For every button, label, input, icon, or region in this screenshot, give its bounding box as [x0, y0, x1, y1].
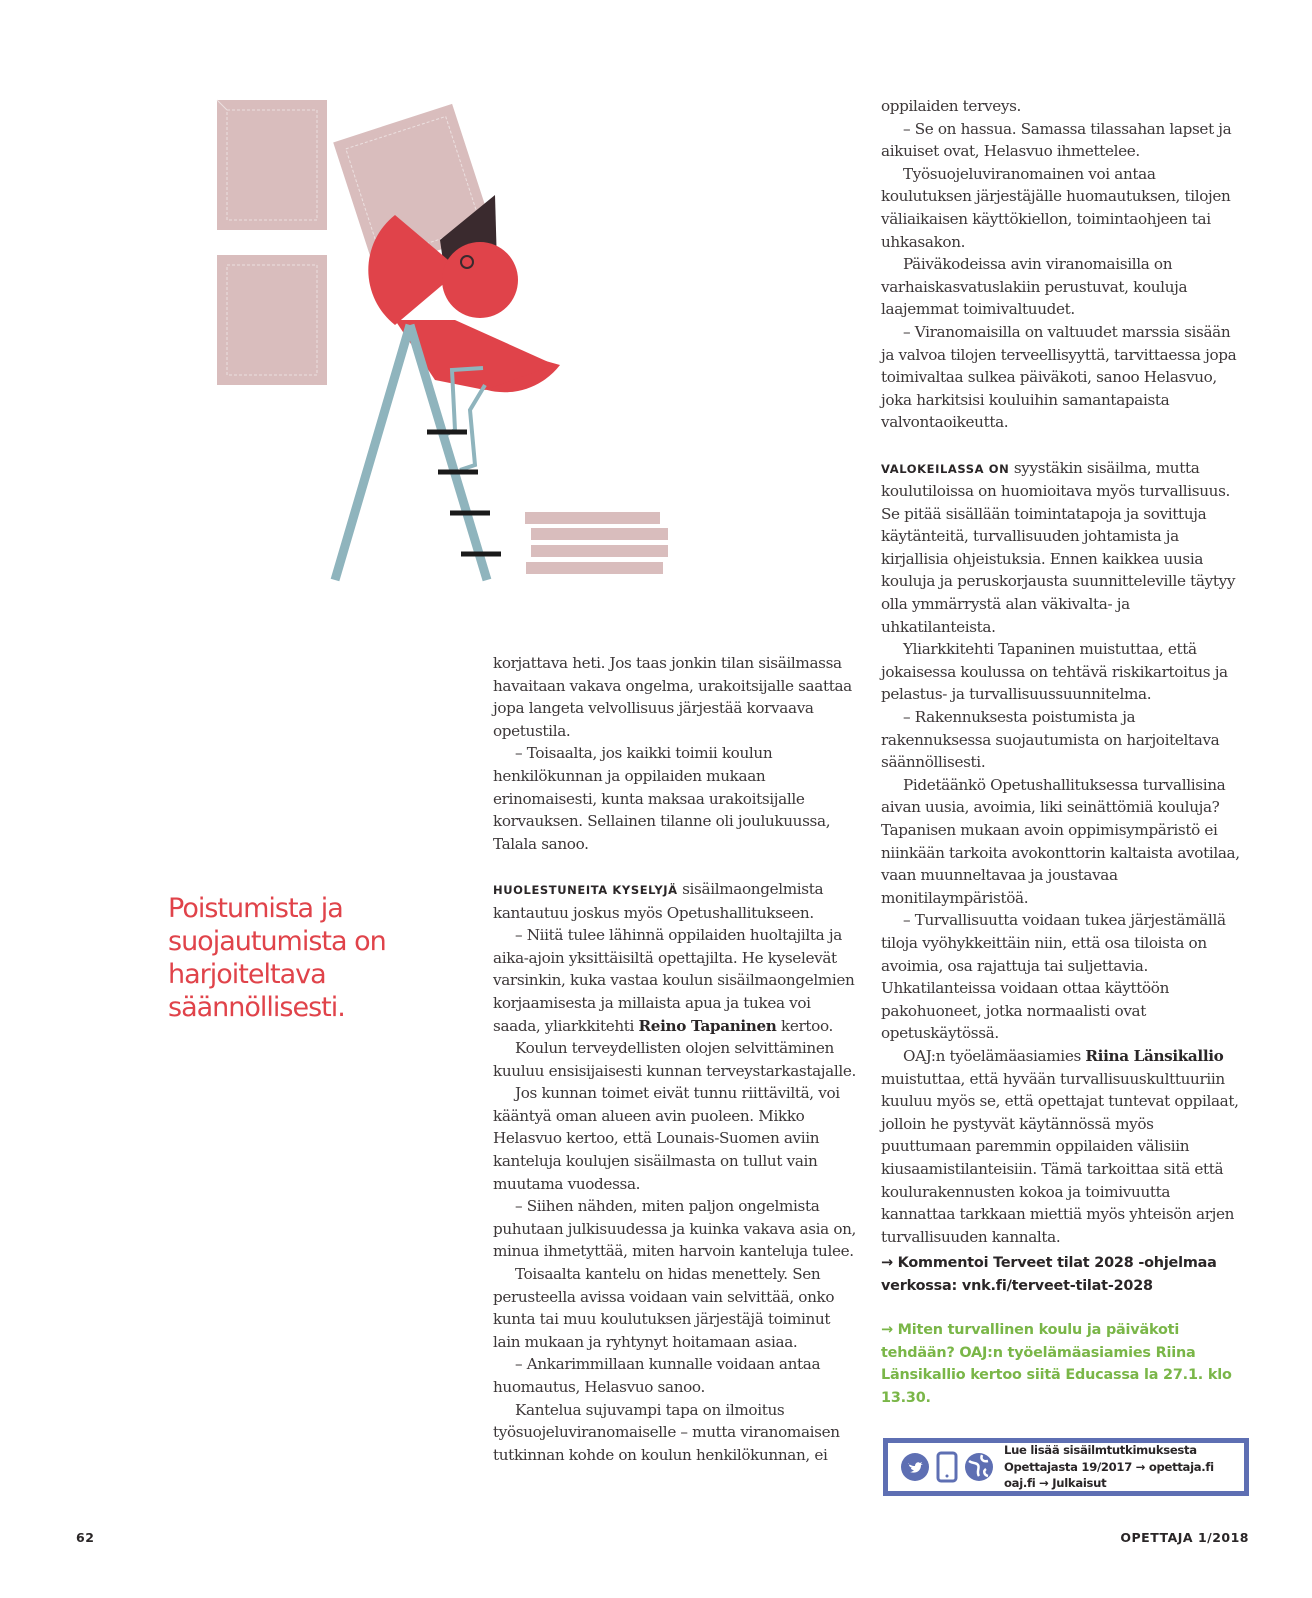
- section-lead-in: VALOKEILASSA ON: [881, 461, 1010, 476]
- paragraph: – Rakennuksesta poistumista ja rakennuksessa suojautumista on harjoiteltava säännöllisesti.: [881, 708, 1220, 772]
- paragraph: Koulun terveydellisten olojen selvittäminen kuuluu ensisijaisesti kunnan terveystarkastajalle.: [493, 1039, 856, 1080]
- paragraph-text: kertoo.: [776, 1016, 833, 1035]
- person-leg: [460, 385, 485, 470]
- paragraph: – Se on hassua. Samassa tilassahan lapset ja aikuiset ovat, Helasvuo ihmettelee.: [881, 119, 1232, 161]
- paragraph: – Viranomaisilla on valtuudet marssia sisään ja valvoa tilojen terveellisyyttä, tarvittaessa jopa toimivaltaa sulkea päiväkoti, sanoo Helasvuo, joka harkitsisi kouluihin samantapaista valvontaoikeutta.: [881, 322, 1237, 432]
- article-column-middle: [493, 652, 859, 1466]
- pull-quote: Poistumista ja suojautumista on harjoiteltava säännöllisesti.: [168, 893, 386, 1023]
- paragraph: Työsuojeluviranomainen voi antaa koulutuksen järjestäjälle huomautuksen, tilojen väliaikaisen käyttökiellon, toimintaohjeen tai uhkasakon.: [881, 164, 1231, 251]
- section-lead-in: HUOLESTUNEITA KYSELYJÄ: [493, 882, 678, 897]
- wood-planks: [525, 512, 668, 574]
- paragraph: Päiväkodeissa avin viranomaisilla on varhaiskasvatuslakiin perustuvat, kouluja laajemmat toimivaltuudet.: [881, 255, 1188, 319]
- event-link[interactable]: → Miten turvallinen koulu ja päiväkoti tehdään? OAJ:n työelämäasiamies Riina Länsikallio kertoo siitä Educassa la 27.1. klo 13.30.: [881, 1322, 1232, 1406]
- paragraph-text: – Niitä tulee lähinnä oppilaiden huoltajilta ja aika-ajoin yksittäisiltä opettajilta. He kyselevät varsinkin, kuka vastaa koulun sisäilmaongelmien korjaamisesta ja millaista apua ja tukea voi saada, yliarkkitehti: [493, 926, 855, 1035]
- person-head: [442, 242, 518, 318]
- paragraph: – Ankarimmillaan kunnalle voidaan antaa huomautus, Helasvuo sanoo.: [493, 1355, 821, 1396]
- tablet-icon: [936, 1451, 958, 1483]
- paragraph: Pidetäänkö Opetushallituksessa turvallisina aivan uusia, avoimia, liki seinättömiä kouluja? Tapanisen mukaan avoin oppimisympäristö ei niinkään tarkoita avokonttorin kaltaista avotilaa, vaan muunneltavaa ja joustavaa monitilaympäristöä.: [881, 775, 1240, 907]
- paragraph-text: sisäilmaongelmista kantautuu joskus myös Opetushallitukseen.: [493, 879, 824, 922]
- paragraph: [881, 1045, 1247, 1248]
- issue-label: OPETTAJA 1/2018: [1120, 1530, 1249, 1545]
- paragraph: – Turvallisuutta voidaan tukea järjestämällä tiloja vyöhykkeittäin niin, että osa tiloista on avoimia, osa rajattuja tai suljettavia. Uhkatilanteissa voidaan ottaa käyttöön pakohuoneet, jotka normaalisti ovat opetuskäytössä.: [881, 911, 1226, 1043]
- paragraph-text: OAJ:n työelämäasiamies: [903, 1046, 1086, 1065]
- article-column-right: [881, 95, 1247, 1248]
- paragraph: Yliarkkitehti Tapaninen muistuttaa, että jokaisessa koulussa on tehtävä riskikartoitus ja pelastus- ja turvallisuussuunnitelma.: [881, 640, 1228, 704]
- read-more-line[interactable]: Opettajasta 19/2017 → opettaja.fi: [1004, 1459, 1214, 1474]
- read-more-box: [883, 1438, 1249, 1496]
- twitter-icon: [900, 1452, 930, 1482]
- paragraph-text: muistuttaa, että hyvään turvallisuuskulttuuriin kuuluu myös se, että opettajat tuntevat oppilaat, jolloin he pystyvät käytännössä myös puuttumaan paremmin oppilaiden välisiin kiusaamistilanteisiin. Tämä tarkoittaa sitä että koulurakennusten kokoa ja toimivuutta kannattaa tarkkaan miettiä myös yhteisön arjen turvallisuuden kannalta.: [881, 1069, 1239, 1246]
- paragraph: oppilaiden terveys.: [881, 97, 1022, 115]
- person-on-ladder-illustration: [205, 90, 685, 630]
- globe-icon: [964, 1452, 994, 1482]
- comment-link[interactable]: → Kommentoi Terveet tilat 2028 -ohjelmaa verkossa: vnk.fi/terveet-tilat-2028: [881, 1255, 1217, 1294]
- paragraph: Kantelua sujuvampi tapa on ilmoitus työsuojeluviranomaiselle – mutta viranomaisen tutkinnan kohde on koulun henkilökunnan, ei: [493, 1400, 840, 1464]
- paragraph: [493, 924, 859, 1037]
- paragraph: – Toisaalta, jos kaikki toimii koulun henkilökunnan ja oppilaiden mukaan erinomaisesti, kunta maksaa urakoitsijalle korvauksen. Sellainen tilanne oli joulukuussa, Talala sanoo.: [493, 744, 831, 853]
- paragraph: – Siihen nähden, miten paljon ongelmista puhutaan julkisuudessa ja kuinka vakava asia on, minua ihmetyttää, miten harvoin kanteluja tulee.: [493, 1197, 857, 1261]
- paragraph: [881, 457, 1247, 639]
- paragraph: korjattava heti. Jos taas jonkin tilan sisäilmassa havaitaan vakava ongelma, urakoitsijalle saattaa jopa langeta velvollisuus järjestää korvaava opetustila.: [493, 654, 852, 740]
- page-number: 62: [76, 1530, 95, 1545]
- picture-frame: [217, 100, 327, 230]
- person-name: Reino Tapaninen: [638, 1016, 777, 1035]
- paragraph: Jos kunnan toimet eivät tunnu riittäviltä, voi kääntyä oman alueen avin puoleen. Mikko Helasvuo kertoo, että Lounais-Suomen aviin kanteluja koulujen sisäilmasta on tullut vain muutama vuodessa.: [493, 1084, 840, 1193]
- read-more-line[interactable]: oaj.fi → Julkaisut: [1004, 1476, 1107, 1491]
- picture-frame: [217, 255, 327, 385]
- paragraph: [493, 878, 859, 924]
- person-name: Riina Länsikallio: [1085, 1046, 1224, 1065]
- paragraph: Toisaalta kantelu on hidas menettely. Sen perusteella avissa voidaan vain selvittää, onko kunta tai muu koulutuksen järjestäjä toiminut lain mukaan ja ryhtynyt hoitamaan asiaa.: [493, 1265, 835, 1351]
- paragraph-text: syystäkin sisäilma, mutta koulutiloissa on huomioitava myös turvallisuus. Se pitää sisällään toimintatapoja ja sovittuja käytänteitä, turvallisuuden johtamista ja kirjallisia ohjeistuksia. Ennen kaikkea uusia kouluja ja peruskorjausta suunnitteleville täytyy olla ymmärrystä alan väkivalta- ja uhkatilanteista.: [881, 458, 1236, 636]
- read-more-line: Lue lisää sisäilmtutkimuksesta: [1004, 1443, 1197, 1458]
